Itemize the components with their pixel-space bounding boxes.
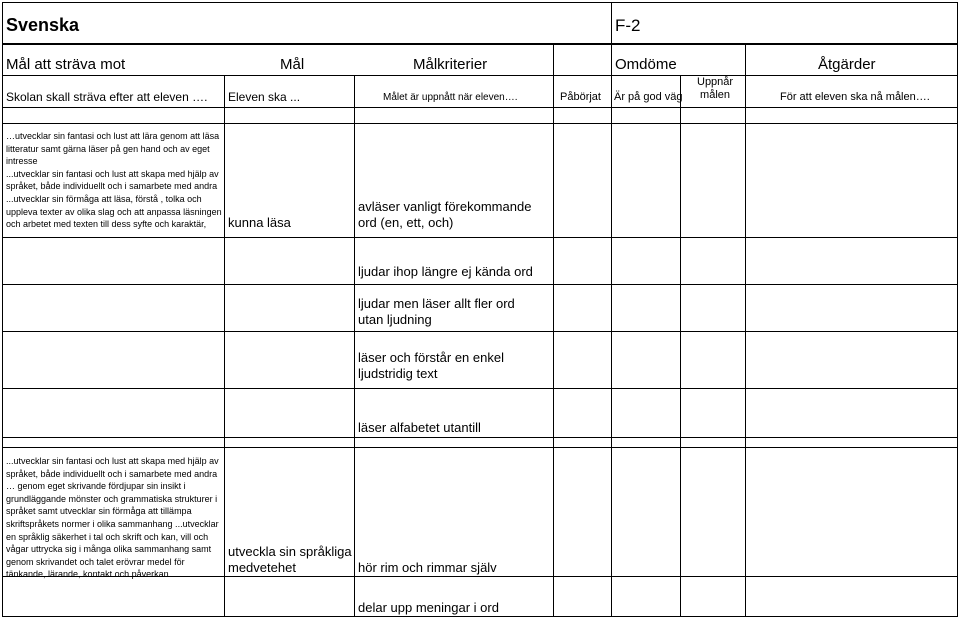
rule xyxy=(2,447,958,448)
subheader-uppnar: Uppnår målen xyxy=(697,76,734,101)
subheader-atgard: För att eleven ska nå målen…. xyxy=(780,91,930,103)
rule xyxy=(680,75,681,616)
goal-writing: utveckla sin språkliga medvetehet xyxy=(228,544,352,575)
header-omdome: Omdöme xyxy=(615,56,677,73)
strava-text-reading: …utvecklar sin fantasi och lust att lära genom att läsa litteratur samt gärna läser på gen hand och av eget intresse ...utvecklar sin fantasi och lust att skapa med hjälp av språket, både individuellt och i samarbete med andra ...utvecklar sin förmåga att läsa, förstå , tolka och uppleva texter av olika slag och att anpassa läsningen och arbetet med texten till dess syfte och karaktär, xyxy=(6,131,222,230)
rule xyxy=(2,284,958,285)
grade-level: F-2 xyxy=(615,16,641,35)
subheader-paborjat: Påbörjat xyxy=(560,91,601,103)
criterion-writing-1: hör rim och rimmar själv xyxy=(358,560,497,575)
subheader-god-vag: Är på god väg xyxy=(614,91,683,103)
criterion-reading-5: läser alfabetet utantill xyxy=(358,420,481,435)
criterion-reading-3: ljudar men läser allt fler ord utan ljudning xyxy=(358,296,515,327)
rule xyxy=(2,576,958,577)
rule xyxy=(2,2,958,3)
rule xyxy=(2,237,958,238)
rule xyxy=(611,2,612,616)
criterion-reading-2: ljudar ihop längre ej kända ord xyxy=(358,264,533,279)
goal-reading: kunna läsa xyxy=(228,215,291,230)
rule xyxy=(2,437,958,438)
criterion-reading-4: läser och förstår en enkel ljudstridig text xyxy=(358,350,504,381)
subheader-skolan: Skolan skall sträva efter att eleven …. xyxy=(6,90,208,104)
subheader-malet: Målet är uppnått när eleven…. xyxy=(383,92,518,103)
header-atgarder: Åtgärder xyxy=(818,56,876,73)
rule xyxy=(745,43,746,616)
subheader-eleven: Eleven ska ... xyxy=(228,90,301,104)
rule xyxy=(553,43,554,616)
strava-text-writing: ...utvecklar sin fantasi och lust att skapa med hjälp av språket, både individuellt och i samarbete med andra … genom eget skrivande fördjupar sin insikt i grundläggande mönster och grammatiska strukturer i språket samt utvecklar sin förmåga att tillämpa skriftspråkets normer i olika sammanhang ...utvecklar en språklig säkerhet i tal och skrift och kan, vill och vågar uttrycka sig i många olika sammanhang samt genom skrivandet och talet erövrar medel för tänkande, lärande, kontakt och påverkan xyxy=(6,456,219,580)
criterion-reading-1: avläser vanligt förekommande ord (en, ett, och) xyxy=(358,199,532,230)
header-malkriterier: Målkriterier xyxy=(413,56,488,73)
rule xyxy=(2,388,958,389)
rule xyxy=(957,2,958,616)
rule xyxy=(354,75,355,616)
rule xyxy=(2,43,958,45)
rule xyxy=(2,2,3,616)
rule xyxy=(224,75,225,616)
header-mal-att-strava-mot: Mål att sträva mot xyxy=(6,56,126,73)
rule xyxy=(2,107,958,108)
rule xyxy=(2,75,958,76)
rule xyxy=(2,331,958,332)
header-mal: Mål xyxy=(280,56,305,73)
subject-title: Svenska xyxy=(6,15,80,35)
criterion-writing-2: delar upp meningar i ord xyxy=(358,600,499,615)
rule xyxy=(2,123,958,124)
